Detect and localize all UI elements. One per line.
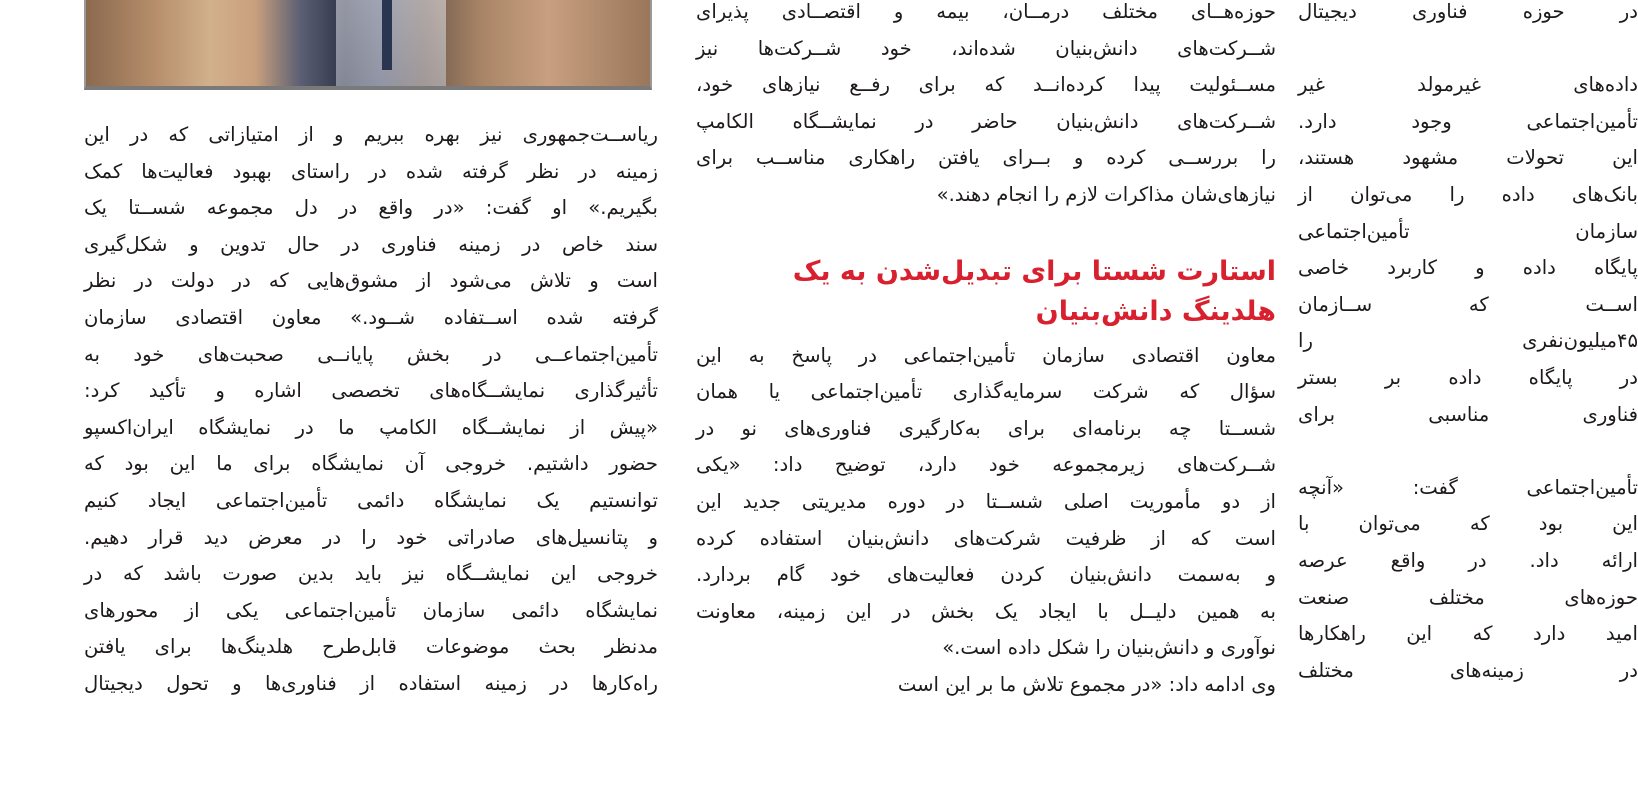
text-line: تأثیرگذاری نمایشــگاه‌های تخصصی اشاره و تأکید کرد: [84,379,658,403]
text-line: است و تلاش می‌شود از مشوق‌هایی که در دولت در نظر [84,269,658,293]
text-line: شــرکت‌های دانش‌بنیان شده‌اند، خود شــرکت‌ها نیز [696,36,1276,60]
text-line: حضور داشتیم. خروجی آن نمایشگاه برای ما این بود که [84,452,658,476]
text-line: مســئولیت پیدا کرده‌انــد که برای رفــع نیازهای خود، [696,73,1276,97]
text-line: ۴۵میلیون‌نفری را [1298,329,1638,353]
text-line: ریاســت‌جمهوری نیز بهره ببریم و از امتیازاتی که در این [84,123,658,146]
text-line: در پایگاه داده بر بستر [1298,365,1638,389]
text-line: پایگاه داده و کاربرد خاصی [1298,256,1638,280]
text-line: «پیش از نمایشــگاه الکامپ ما در نمایشگاه ایران‌اکسپو [84,415,658,439]
text-line: اســت که ســازمان [1298,292,1638,316]
text-line: از دو مأموریت اصلی شســتا در دوره مدیریتی جدید این [696,489,1276,513]
heading-line: استارت شستا برای تبدیل‌شدن به یک [792,255,1276,287]
heading-line: هلدینگ دانش‌بنیان [1035,295,1276,327]
text-line: این بود که می‌توان با [1298,512,1638,536]
right-text-column [1298,0,1638,689]
text-line: تأمین‌اجتماعی وجود دارد. [1298,109,1638,133]
text-line: شــرکت‌های زیرمجموعه خود دارد، توضیح داد: «یکی [696,453,1276,477]
text-line: وی ادامه داد: «در مجموع تلاش ما بر این است [897,672,1276,696]
middle-text-column [696,0,1276,704]
text-line: سند خاص در زمینه فناوری در حال تدوین و شکل‌گیری [84,232,658,256]
section-heading [696,252,1276,332]
text-line: بگیریم.» او گفت: «در واقع در دل مجموعه شســتا یک [84,196,658,220]
text-line: به همین دلیــل با ایجاد یک بخش در این زمینه، معاونت [696,599,1276,623]
text-line: بانک‌های داده را می‌توان از [1298,182,1638,206]
article-photo [84,0,652,90]
text-line: در زمینه‌های مختلف [1298,658,1638,682]
text-line: شســتا چه برنامه‌ای برای به‌کارگیری فناوری‌های نو در [696,416,1276,440]
text-line: گرفته شده اســتفاده شــود.» معاون اقتصادی سازمان [84,305,658,329]
text-line: و به‌سمت دانش‌بنیان کردن فعالیت‌های خود گام بردارد. [696,563,1276,587]
left-text-column [84,117,658,703]
text-line: سؤال که شرکت سرمایه‌گذاری تأمین‌اجتماعی یا همان [696,380,1276,404]
middle-top-paragraph [696,0,1276,214]
text-line: شــرکت‌های دانش‌بنیان حاضر در نمایشــگاه الکامپ [696,109,1276,133]
text-line: حوزه‌های مختلف صنعت [1298,585,1638,609]
text-line: تأمین‌اجتماعی گفت: «آنچه [1298,475,1638,499]
photo-subject-lanyard [382,0,392,70]
text-line: سازمان تأمین‌اجتماعی [1298,219,1638,243]
text-line: نیازهای‌شان مذاکرات لازم را انجام دهند.» [936,182,1276,206]
text-line: این تحولات مشهود هستند، [1298,146,1638,170]
text-line: حوزه‌هــای مختلف درمــان، بیمه و اقتصــادی پذیرای [696,0,1276,23]
text-line: امید دارد که این راهکارها [1298,622,1638,646]
text-line: است که از ظرفیت شرکت‌های دانش‌بنیان استفاده کرده [696,526,1276,550]
text-line: داده‌های غیرمولد غیر [1298,73,1638,97]
text-line: را بررســی کرده و بــرای یافتن راهکاری مناســب برای [696,146,1276,170]
text-line: نوآوری و دانش‌بنیان را شکل داده است.» [942,636,1276,660]
text-line: خروجی این نمایشــگاه نیز باید بدین صورت باشد که در [84,562,658,586]
text-line: ارائه داد. در واقع عرصه [1298,548,1638,572]
text-line: فناوری مناسبی برای [1298,402,1638,426]
text-line: مدنظر بحث موضوعات قابل‌طرح هلدینگ‌ها برای یافتن [84,635,658,659]
text-line [1298,433,1638,470]
text-line [1298,31,1638,68]
text-line: و پتانسیل‌های صادراتی خود را در معرض دید قرار دهیم. [84,525,658,549]
text-line: زمینه در نظر گرفته شده در راستای بهبود فعالیت‌ها کمک [84,159,658,183]
right-column-text [1298,0,1638,689]
text-line: نمایشگاه دائمی سازمان تأمین‌اجتماعی یکی از محورهای [84,598,658,622]
text-line: راه‌کارها در زمینه استفاده از فناوری‌ها و تحول دیجیتال [84,671,658,695]
text-line: در حوزه فناوری دیجیتال [1298,0,1638,23]
text-line: توانستیم یک نمایشگاه دائمی تأمین‌اجتماعی ایجاد کنیم [84,488,658,512]
text-line: معاون اقتصادی سازمان تأمین‌اجتماعی در پاسخ به این [696,343,1276,367]
middle-body-paragraph [696,338,1276,704]
text-line: تأمین‌اجتماعــی در بخش پایانــی صحبت‌های خود به [84,342,658,366]
